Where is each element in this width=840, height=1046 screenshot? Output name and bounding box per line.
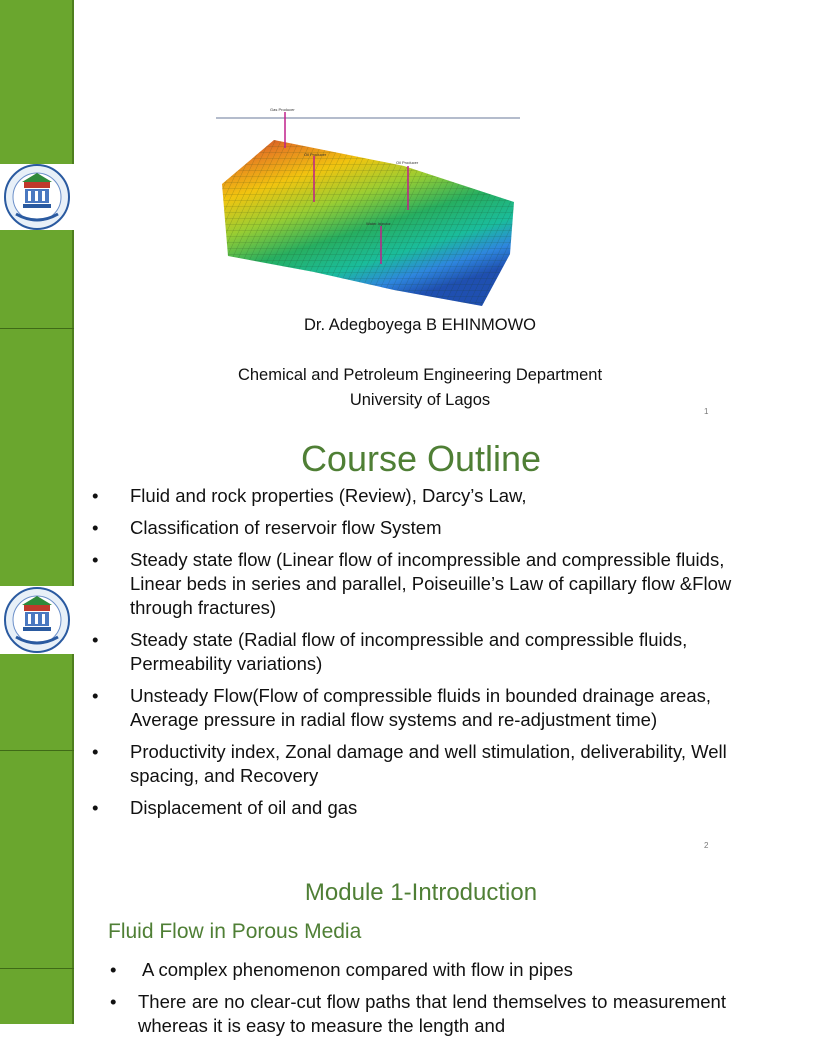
bullet-icon: • <box>110 959 117 980</box>
list-item: • Unsteady Flow(Flow of compressible fluids in bounded drainage areas, Average pressure in radial flow systems and re-adjustment time) <box>92 685 711 730</box>
bullet-icon: • <box>92 517 99 538</box>
university-logo-icon <box>2 585 72 655</box>
list-item: • Productivity index, Zonal damage and well stimulation, deliverability, Well spacing, and Recovery <box>92 741 727 786</box>
list-item: • There are no clear-cut flow paths that lend themselves to measurement whereas it is easy to measure the length and <box>110 991 726 1036</box>
page-number: 1 <box>704 407 709 416</box>
list-item: • Displacement of oil and gas <box>92 797 358 818</box>
gas-producer-label: Gas Producer <box>270 107 295 112</box>
author-name: Dr. Adegboyega B EHINMOWO <box>303 316 536 334</box>
sidebar-divider <box>0 968 74 969</box>
sidebar-segment <box>0 864 74 1024</box>
university-logo-icon <box>2 162 72 232</box>
list-item: • Steady state (Radial flow of incompressible and compressible fluids, Permeability variations) <box>92 629 688 674</box>
section-subtitle: Fluid Flow in Porous Media <box>108 920 362 943</box>
page-number: 2 <box>704 841 709 850</box>
list-item: • A complex phenomenon compared with flow in pipes <box>110 959 573 980</box>
sidebar <box>0 864 74 1024</box>
bullet-icon: • <box>92 685 99 706</box>
oil-producer-label: Oil Producer <box>304 152 327 157</box>
sidebar-segment <box>0 0 74 164</box>
list-item: • Classification of reservoir flow System <box>92 517 442 538</box>
course-outline-slide <box>0 432 768 864</box>
bullet-icon: • <box>92 549 99 570</box>
outline-list <box>92 484 756 828</box>
module-title: Module 1-Introduction <box>304 879 538 906</box>
sidebar <box>0 432 74 864</box>
bullet-icon: • <box>92 741 99 762</box>
university-name: University of Lagos <box>349 391 491 409</box>
department-name: Chemical and Petroleum Engineering Department <box>237 366 603 384</box>
oil-producer-label: Oil Producer <box>396 160 419 165</box>
list-item: • Steady state flow (Linear flow of incompressible and compressible fluids, Linear beds in series and parallel, Poiseuille’s Law of capillary flow &Flow through fractures) <box>92 549 732 618</box>
bullet-icon: • <box>92 485 99 506</box>
bullet-icon: • <box>110 991 117 1012</box>
bullet-icon: • <box>92 629 99 650</box>
module-intro-slide <box>0 864 768 1036</box>
reservoir-3d-grid-figure <box>214 104 524 312</box>
intro-list <box>110 958 726 1046</box>
title-slide <box>0 0 768 432</box>
sidebar-divider <box>0 750 74 751</box>
sidebar-segment <box>0 654 74 864</box>
slide-title: Course Outline <box>300 438 542 479</box>
sidebar-segment <box>0 432 74 586</box>
bullet-icon: • <box>92 797 99 818</box>
water-injector-label: Water Injector <box>366 221 391 226</box>
list-item: • Fluid and rock properties (Review), Darcy’s Law, <box>92 485 527 506</box>
